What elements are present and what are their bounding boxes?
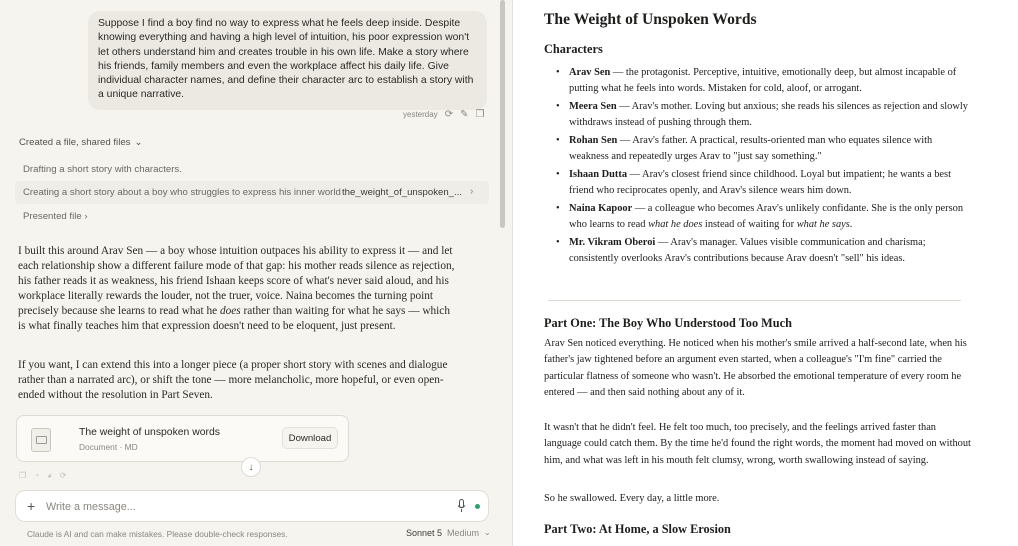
tool-summary-label: Created a file, shared files [19,137,131,148]
character-description: — a colleague who becomes Arav's unlikely confidante. She is the only person who learns to read [569,203,964,231]
document-title: The Weight of Unspoken Words [544,11,757,28]
character-description: — the protagonist. Perceptive, intuitive, emotionally deep, but almost incapable of putting what he feels into words. Mistaken for cold, aloof, or arrogant. [569,67,957,95]
file-card[interactable] [16,415,349,462]
file-card-meta: Document · MD [79,442,138,452]
characters-heading: Characters [544,42,603,56]
chat-scrollbar[interactable] [500,0,505,228]
character-name: Meera Sen [569,101,617,112]
part-one-paragraph: It wasn't that he didn't feel. He felt too much, too precisely, and the feelings arrived faster than language could catch them. By the time he'd found the right words, the moment had moved on without him, and what was left in his mouth felt clumsy, wrong, worth swallowing instead of saying. [544,422,971,466]
character-name: Arav Sen [569,67,611,78]
tool-steps [15,157,489,229]
tool-step-presented-file[interactable] [23,211,88,222]
character-item [556,235,969,268]
character-item [556,99,969,132]
tool-summary-toggle[interactable] [19,137,143,148]
model-name: Sonnet 5 [406,528,443,538]
part-one-paragraph: Arav Sen noticed everything. He noticed when his mother's smile arrived a half-second late, when his father's jaw tightened before an argument even started, when a colleague's "I'm fine" carried the particular flatness of someone who wasn't. He absorbed the emotional temperature of every room he entered — and then said nothing about any of it. [544,338,967,399]
document-pane [512,0,1018,546]
character-item [556,201,969,234]
message-actions [403,109,484,120]
character-name: Naina Kapoor [569,203,633,214]
part-one-paragraph: So he swallowed. Every day, a little more. [544,493,720,504]
user-message-text: Suppose I find a boy find no way to express what he feels deep inside. Despite knowing everything and having a high level of intuition, his poor expression won't let others understand him and creates trouble in his own life. Make a story where his friends, family members and even the workplace affect his daily life. Give individual character names, and define their character arc to establish a story with a unique narrative. [98,18,474,101]
bullet-icon: • [556,169,560,180]
status-dot [475,504,480,509]
character-item [556,133,969,166]
emphasis-text: what he does [648,219,703,231]
character-description: . [849,219,853,231]
chevron-right-icon: › [470,186,474,197]
message-timestamp: yesterday [403,110,438,119]
character-item [556,65,969,98]
document-icon [31,428,51,452]
file-card-title: The weight of unspoken words [79,427,220,438]
tool-step-creating-label: Creating a short story about a boy who struggles to express his inner world [23,187,341,198]
characters-list [556,65,969,269]
created-file-name: the_weight_of_unspoken_... [342,187,463,198]
chat-pane [0,0,506,546]
tool-step-drafting: Drafting a short story with characters. [23,164,182,175]
character-name: Ishaan Dutta [569,169,628,180]
character-description: instead of waiting for [702,219,797,231]
user-message-bubble [88,11,487,110]
disclaimer-text: Claude is AI and can make mistakes. Please double-check responses. [27,529,288,539]
reply-actions [19,471,67,480]
assistant-reply-paragraph-2: If you want, I can extend this into a longer piece (a proper short story with scenes and dialogue rather than a narrated arc), or shift the tone — more melancholic, more hopeful, or even open-ended without the resolution in Part Seven. [18,359,448,401]
reply-text: I built this around Arav Sen — a boy whose intuition outpaces his ability to express it — and let each relationship show a different failure mode of that gap: his mother reads silence as rejection, his father reads it as weakness, his friend Ishaan keeps score of what's never said aloud, and his workplace literally rewards the louder, not the truer, voice. Naina becomes the turning point precisely because she learns to read what he [18,245,455,317]
microphone-icon[interactable] [457,499,466,513]
character-item [556,167,969,200]
bullet-icon: • [556,203,560,214]
bullet-icon: • [556,67,560,78]
plus-icon[interactable]: + [27,498,36,514]
emphasis-text: does [220,305,241,317]
download-button[interactable]: Download [282,427,338,449]
chevron-down-icon: ⌄ [134,137,143,148]
part-two-heading: Part Two: At Home, a Slow Erosion [544,522,731,536]
character-description: — Arav's manager. Values visible communication and charisma; consistently overlooks Arav's contributions because Arav doesn't "sell" his ideas. [569,237,926,265]
character-description: — Arav's closest friend since childhood. Loyal but impatient; he wants a best friend who reciprocates openly, and Arav's silence wears him down. [569,169,951,197]
bullet-icon: • [556,135,560,146]
tool-step-created-file[interactable] [15,181,489,204]
edit-icon[interactable]: ✎ [460,109,469,120]
assistant-reply-paragraph-1 [18,244,460,334]
part-one-heading: Part One: The Boy Who Understood Too Much [544,316,792,330]
bullet-icon: • [556,237,560,248]
character-description: — Arav's mother. Loving but anxious; she reads his silences as rejection and slowly withdraws instead of pushing through them. [569,101,968,129]
chevron-right-icon: › [84,211,88,222]
scroll-to-bottom-button[interactable]: ↓ [241,457,261,477]
emphasis-text: what he says [796,219,850,231]
character-name: Rohan Sen [569,135,618,146]
copy-icon[interactable]: ❐ [19,471,27,480]
retry-icon[interactable]: ⟳ [59,471,67,480]
message-composer [15,490,489,522]
model-variant: Medium [447,528,480,538]
chevron-down-icon: ⌄ [484,528,491,537]
section-divider [548,300,961,301]
character-name: Mr. Vikram Oberoi [569,237,656,248]
reply-text: rather than waiting for what he says — which is what finally teaches him that expression doesn't need to be eloquent, just present. [18,305,450,332]
copy-icon[interactable]: ❐ [475,109,485,120]
presented-file-label: Presented file [23,211,82,222]
message-input[interactable] [46,498,426,516]
thumbs-up-icon[interactable]: ◔ [34,471,40,480]
retry-icon[interactable]: ⟳ [444,109,454,120]
model-selector[interactable] [406,528,491,538]
thumbs-down-icon[interactable]: ◕ [47,471,52,480]
bullet-icon: • [556,101,560,112]
character-description: — Arav's father. A practical, results-oriented man who equates silence with weakness and repeatedly urges Arav to "just say something." [569,135,933,163]
